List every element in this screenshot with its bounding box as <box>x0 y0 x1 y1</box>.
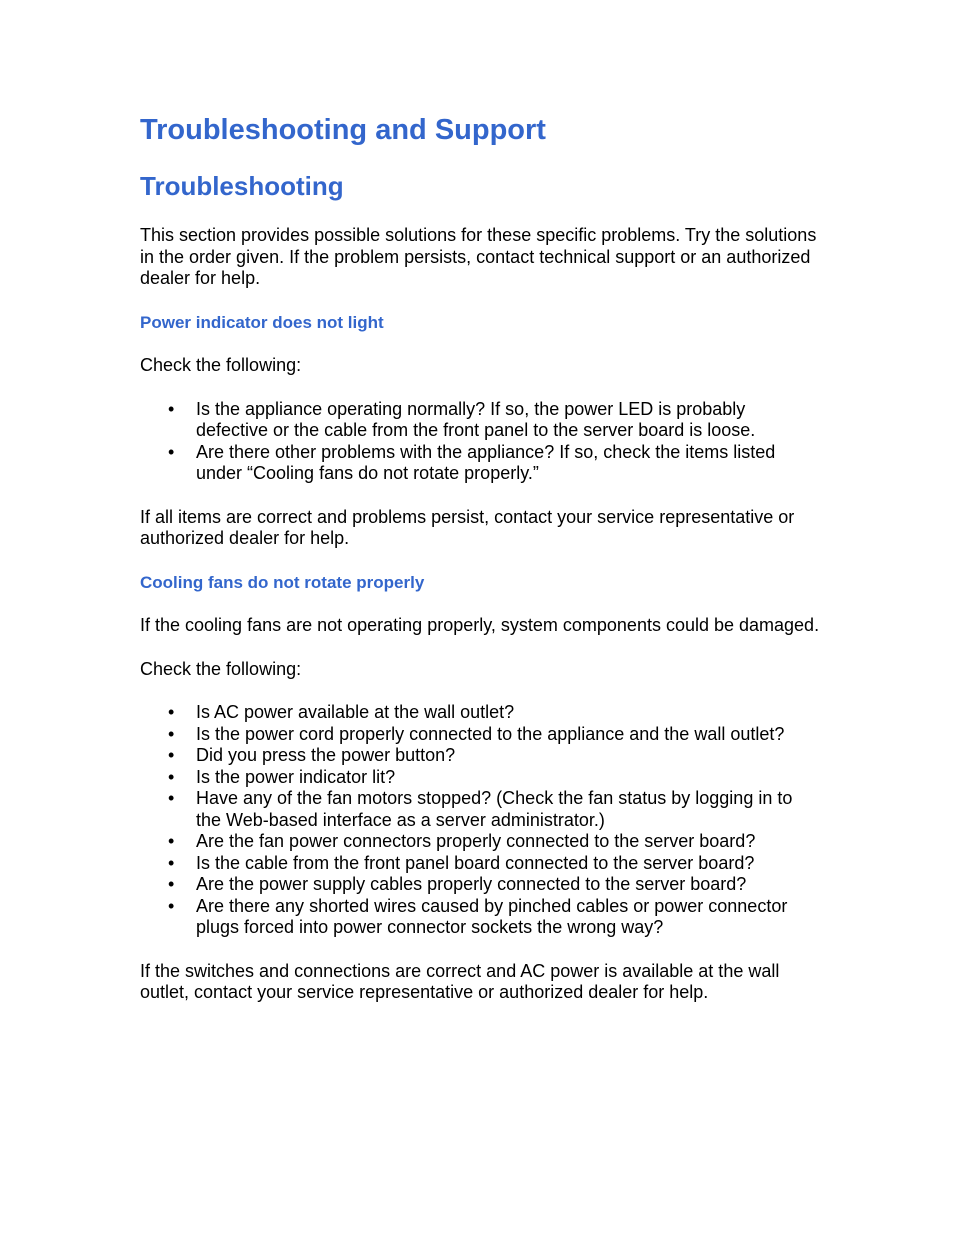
list-item: • Are there other problems with the appliance? If so, check the items listed under “Cooling fans do not rotate properly.” <box>140 442 820 485</box>
list-item: • Did you press the power button? <box>140 745 820 767</box>
cooling-checklist <box>140 702 820 939</box>
list-item: • Are the power supply cables properly connected to the server board? <box>140 874 820 896</box>
list-item: • Is the cable from the front panel board connected to the server board? <box>140 853 820 875</box>
list-item: • Is AC power available at the wall outlet? <box>140 702 820 724</box>
list-item: • Is the power indicator lit? <box>140 767 820 789</box>
list-item: • Have any of the fan motors stopped? (Check the fan status by logging in to the Web-based interface as a server administrator.) <box>140 788 820 831</box>
intro-paragraph: This section provides possible solutions for these specific problems. Try the solutions in the order given. If the problem persists, contact technical support or an authorized dealer for help. <box>140 225 817 288</box>
closing-paragraph: If the switches and connections are correct and AC power is available at the wall outlet, contact your service representative or authorized dealer for help. <box>140 960 780 1002</box>
check-label: Check the following: <box>140 658 302 679</box>
power-checklist <box>140 399 820 485</box>
heading-power-indicator: Power indicator does not light <box>140 312 384 332</box>
list-item: • Is the appliance operating normally? If so, the power LED is probably defective or the cable from the front panel to the server board is loose. <box>140 399 820 442</box>
list-item: • Are there any shorted wires caused by pinched cables or power connector plugs forced into power connector sockets the wrong way? <box>140 896 820 939</box>
document-page <box>140 112 820 1004</box>
list-item: • Is the power cord properly connected to the appliance and the wall outlet? <box>140 724 820 746</box>
page-title: Troubleshooting and Support <box>140 114 546 146</box>
closing-paragraph: If all items are correct and problems persist, contact your service representative or authorized dealer for help. <box>140 506 795 548</box>
list-item: • Are the fan power connectors properly connected to the server board? <box>140 831 820 853</box>
description-paragraph: If the cooling fans are not operating properly, system components could be damaged. <box>140 615 820 635</box>
heading-cooling-fans: Cooling fans do not rotate properly <box>140 572 425 592</box>
check-label: Check the following: <box>140 355 302 375</box>
section-title: Troubleshooting <box>140 171 344 201</box>
